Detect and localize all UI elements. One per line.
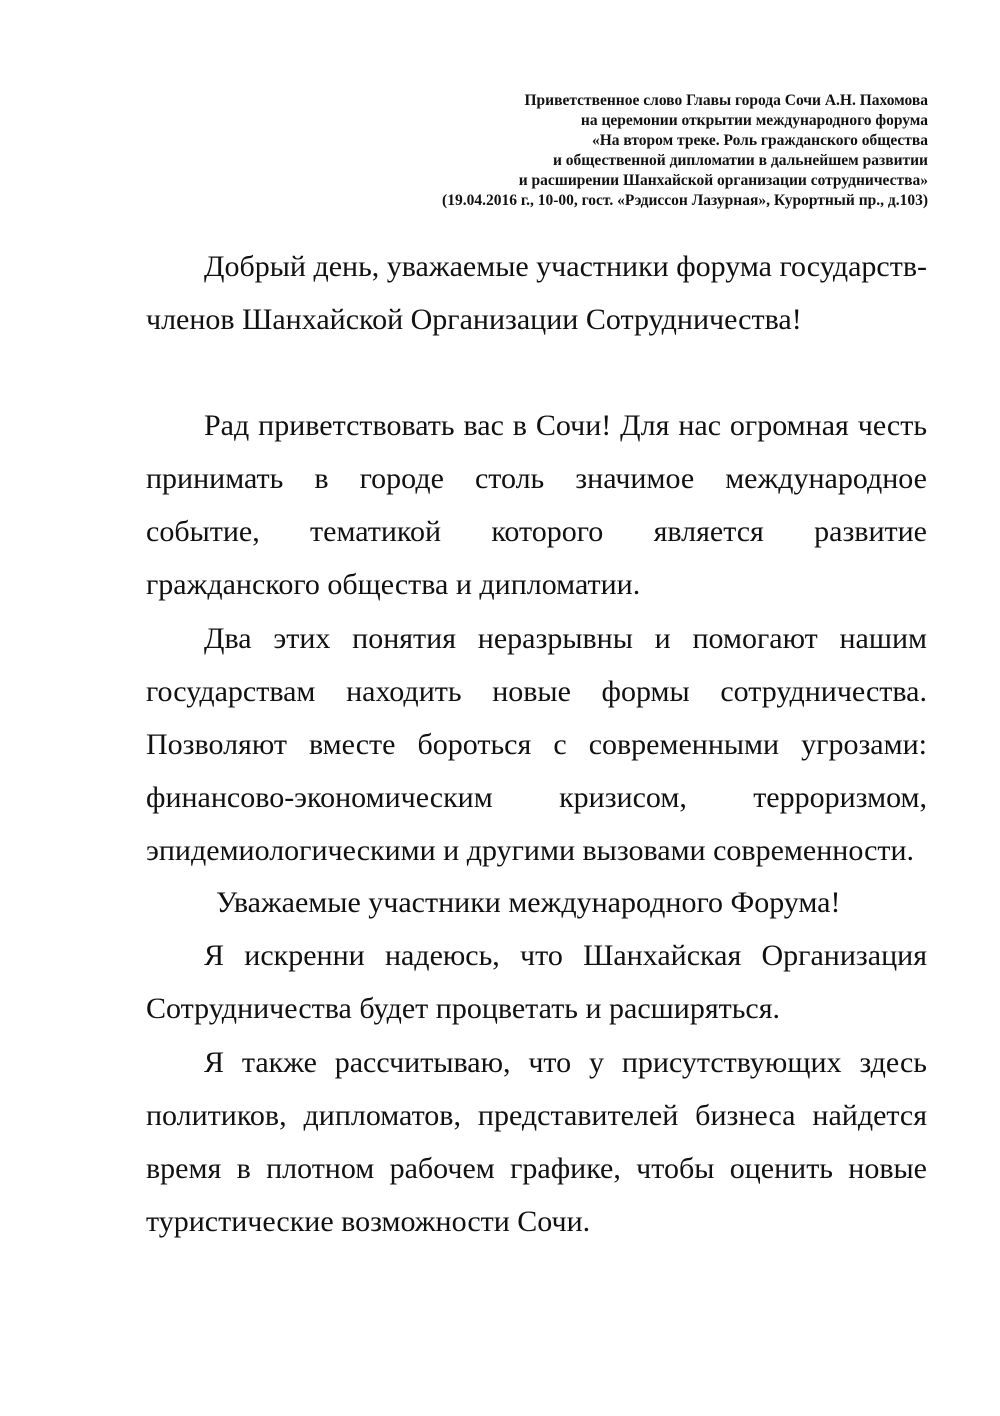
address-paragraph: Уважаемые участники международного Форума! [216, 886, 841, 919]
header-line: (19.04.2016 г., 10-00, гост. «Рэдиссон Лазурная», Курортный пр., д.103) [442, 192, 928, 209]
document-header [288, 91, 928, 211]
header-line: на церемонии открытии международного форума [580, 112, 928, 129]
tourism-paragraph: Я также рассчитываю, что у присутствующих здесь политиков, дипломатов, представителей бизнеса найдется время в плотном рабочем графике, чтобы оценить новые туристические возможности Сочи. [146, 1046, 927, 1238]
concepts-paragraph: Два этих понятия неразрывны и помогают нашим государствам находить новые формы сотрудничества. Позволяют вместе бороться с современными угрозами: финансово-экономическим кризисом, терроризмом, эпидемиологическими и другими вызовами современности. [146, 622, 927, 867]
greeting-paragraph: Добрый день, уважаемые участники форума государств-членов Шанхайской Организации Сотрудничества! [146, 250, 927, 336]
welcome-paragraph: Рад приветствовать вас в Сочи! Для нас огромная честь принимать в городе столь значимое международное событие, тематикой которого является развитие гражданского общества и дипломатии. [146, 409, 927, 601]
header-line: Приветственное слово Главы города Сочи А.Н. Пахомова [524, 92, 928, 109]
header-line: и расширении Шанхайской организации сотрудничества» [518, 172, 928, 189]
hope-paragraph: Я искренни надеюсь, что Шанхайская Организация Сотрудничества будет процветать и расширяться. [146, 939, 927, 1025]
header-line: и общественной дипломатии в дальнейшем развитии [552, 152, 928, 169]
header-line: «На втором треке. Роль гражданского общества [591, 132, 928, 149]
